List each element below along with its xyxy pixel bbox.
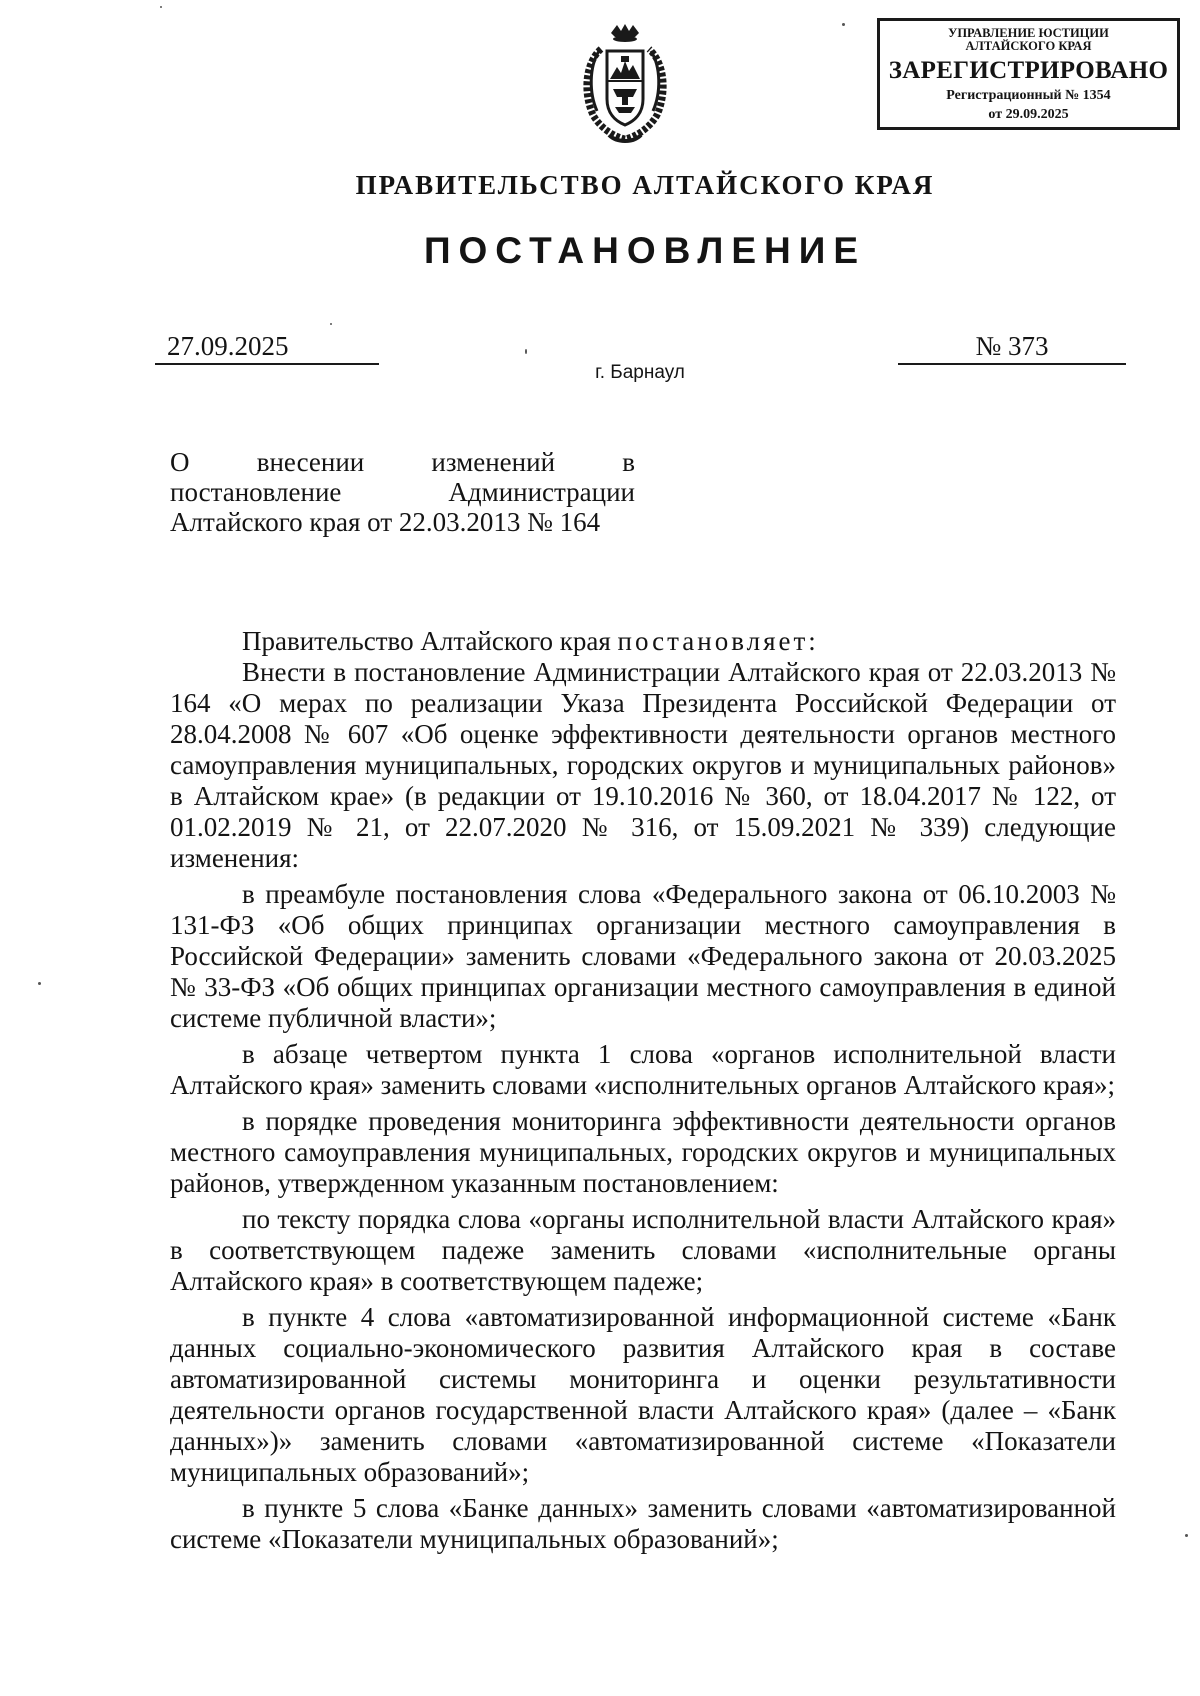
document-body: [170, 626, 1116, 1560]
subject-line: О внесении изменений в: [170, 447, 635, 477]
scan-speck: [525, 349, 527, 354]
subject-line: постановление Администрации: [170, 477, 635, 507]
document-type-title: ПОСТАНОВЛЕНИЕ: [423, 230, 867, 271]
stamp-reg-number: Регистрационный № 1354: [946, 88, 1111, 103]
stamp-status: ЗАРЕГИСТРИРОВАНО: [888, 57, 1169, 84]
coat-of-arms-icon: [579, 23, 671, 146]
document-subject: [170, 447, 635, 537]
document-number: № 373: [898, 330, 1126, 365]
scan-speck: [1185, 1534, 1188, 1537]
document-date: 27.09.2025: [155, 330, 379, 365]
body-paragraph: по тексту порядка слова «органы исполнительной власти Алтайского края» в соответствующем падеже заменить словами «исполнительные органы Алтайского края» в соответствующем падеже;: [170, 1204, 1116, 1296]
decree-lead: Правительство Алтайского края: [242, 626, 618, 656]
decree-paragraph: [170, 626, 1116, 657]
body-paragraph: в преамбуле постановления слова «Федерального закона от 06.10.2003 № 131-ФЗ «Об общих принципах организации местного самоуправления в Российской Федерации» заменить словами «Федерального закона от 20.03.2025 № 33-ФЗ «Об общих принципах организации местного самоуправления в единой системе публичной власти»;: [170, 879, 1116, 1033]
body-paragraph: в порядке проведения мониторинга эффективности деятельности органов местного самоуправления муниципальных, городских округов и муниципальных районов, утвержденном указанным постановлением:: [170, 1106, 1116, 1198]
government-title: ПРАВИТЕЛЬСТВО АЛТАЙСКОГО КРАЯ: [355, 170, 935, 200]
stamp-agency-line1: УПРАВЛЕНИЕ ЮСТИЦИИ: [948, 26, 1109, 40]
body-paragraph: в пункте 5 слова «Банке данных» заменить словами «автоматизированной системе «Показатели муниципальных образований»;: [170, 1493, 1116, 1554]
body-paragraph: в абзаце четвертом пункта 1 слова «органов исполнительной власти Алтайского края» заменить словами «исполнительных органов Алтайского края»;: [170, 1039, 1116, 1100]
document-city: г. Барнаул: [595, 362, 685, 383]
stamp-agency-line2: АЛТАЙСКОГО КРАЯ: [965, 39, 1092, 53]
scan-speck: [330, 323, 332, 325]
scan-speck: [160, 6, 162, 8]
scan-speck: [38, 982, 41, 985]
scan-speck: [842, 23, 845, 26]
registration-stamp: [877, 18, 1180, 130]
decree-verb: постановляет:: [617, 626, 819, 656]
stamp-reg-date: от 29.09.2025: [988, 107, 1069, 122]
body-paragraph: в пункте 4 слова «автоматизированной информационной системе «Банк данных социально-экономического развития Алтайского края в составе автоматизированной системы мониторинга и оценки результативности деятельности органов государственной власти Алтайского края» (далее – «Банк данных»)» заменить словами «автоматизированной системе «Показатели муниципальных образований»;: [170, 1302, 1116, 1487]
subject-line: Алтайского края от 22.03.2013 № 164: [170, 507, 601, 537]
body-paragraph: Внести в постановление Администрации Алтайского края от 22.03.2013 № 164 «О мерах по реализации Указа Президента Российской Федерации от 28.04.2008 № 607 «Об оценке эффективности деятельности органов местного самоуправления муниципальных, городских округов и муниципальных районов» в Алтайском крае» (в редакции от 19.10.2016 № 360, от 18.04.2017 № 122, от 01.02.2019 № 21, от 22.07.2020 № 316, от 15.09.2021 № 339) следующие изменения:: [170, 657, 1116, 873]
